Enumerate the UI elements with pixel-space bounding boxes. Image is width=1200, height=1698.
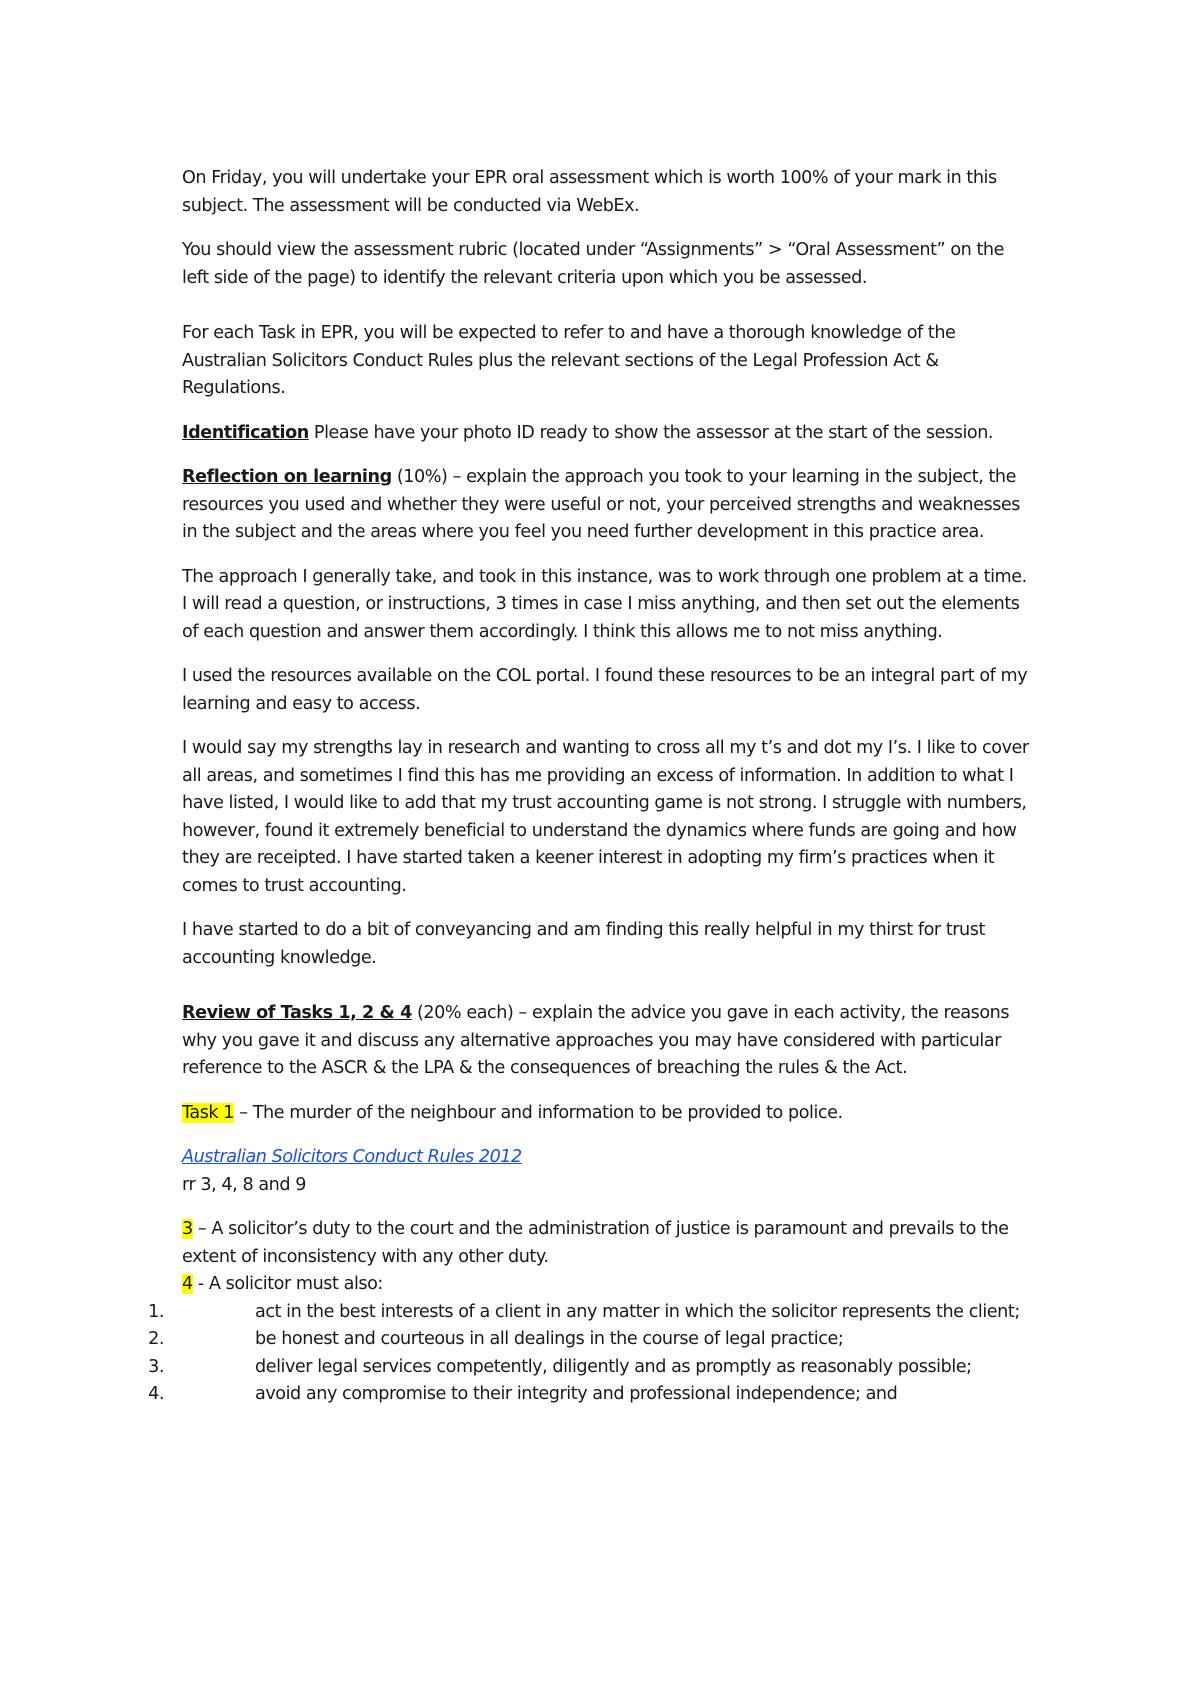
- rules-link[interactable]: Australian Solicitors Conduct Rules 2012: [182, 1147, 522, 1167]
- rule4-number: 4: [182, 1274, 193, 1294]
- list-item-number: 2.: [148, 1329, 164, 1349]
- task1-label: Task 1: [182, 1102, 235, 1123]
- list-item-text: be honest and courteous in all dealings in the course of legal practice;: [255, 1329, 844, 1349]
- list-item: [148, 1354, 1032, 1382]
- task1-text: – The murder of the neighbour and information to be provided to police.: [234, 1102, 843, 1123]
- review-text: (20% each) – explain the advice you gave in each activity, the reasons why you gave it and discuss any alternative approaches you may have considered with particular reference to the ASCR & the LPA & the consequences of breaching the rules & the Act.: [182, 1003, 1010, 1078]
- identification-heading: Identification: [182, 422, 309, 443]
- rule4-paragraph: [182, 1271, 1032, 1299]
- reflection-heading: Reflection on learning: [182, 467, 392, 487]
- list-item: [148, 1381, 1032, 1409]
- task1-paragraph: [182, 1100, 1032, 1128]
- list-item-number: 3.: [148, 1356, 164, 1377]
- rule4-list: [148, 1299, 1032, 1409]
- list-item-number: 1.: [148, 1301, 164, 1322]
- rules-link-paragraph: [182, 1144, 1032, 1172]
- list-item: [148, 1299, 1032, 1327]
- list-item-text: act in the best interests of a client in any matter in which the solicitor represents the client;: [255, 1301, 1020, 1322]
- identification-text: Please have your photo ID ready to show the assessor at the start of the session.: [308, 422, 994, 443]
- rule3-paragraph: [182, 1216, 1032, 1271]
- reflection-answer-2: I used the resources available on the COL portal. I found these resources to be an integral part of my learning and easy to access.: [182, 666, 1028, 714]
- rule3-number: 3: [182, 1219, 193, 1239]
- rule4-text: - A solicitor must also:: [192, 1274, 383, 1294]
- reflection-answer-3: I would say my strengths lay in research and wanting to cross all my t’s and dot my I’s. I like to cover all areas, and sometimes I find this has me providing an excess of information. In addition to what I have listed, I would like to add that my trust accounting game is not strong. I struggle with numbers, however, found it extremely beneficial to understand the dynamics where funds are going and how they are receipted. I have started taken a keener interest in adopting my firm’s practices when it comes to trust accounting.: [182, 738, 1029, 896]
- reflection-text: (10%) – explain the approach you took to your learning in the subject, the resources you used and whether they were useful or not, your perceived strengths and weaknesses in the subject and the areas where you feel you need further development in this practice area.: [182, 467, 1021, 542]
- intro-paragraph-2: You should view the assessment rubric (located under “Assignments” > “Oral Assessment” on the left side of the page) to identify the relevant criteria upon which you be assessed.: [182, 240, 1005, 288]
- list-item-text: deliver legal services competently, diligently and as promptly as reasonably possible;: [255, 1356, 972, 1377]
- list-item: [148, 1326, 1032, 1354]
- intro-paragraph-1: On Friday, you will undertake your EPR oral assessment which is worth 100% of your mark in this subject. The assessment will be conducted via WebEx.: [182, 168, 997, 216]
- rule3-text: – A solicitor’s duty to the court and the administration of justice is paramount and prevails to the extent of inconsistency with any other duty.: [182, 1219, 1009, 1267]
- list-item-text: avoid any compromise to their integrity and professional independence; and: [255, 1384, 898, 1404]
- reflection-answer-1: The approach I generally take, and took in this instance, was to work through one problem at a time. I will read a question, or instructions, 3 times in case I miss anything, and then set out the elements of each question and answer them accordingly. I think this allows me to not miss anything.: [182, 566, 1027, 642]
- review-heading: Review of Tasks 1, 2 & 4: [182, 1003, 412, 1023]
- reflection-paragraph: [182, 464, 1032, 547]
- list-item-number: 4.: [148, 1384, 164, 1404]
- rules-refs: rr 3, 4, 8 and 9: [182, 1174, 306, 1195]
- identification-paragraph: [182, 420, 1032, 448]
- intro-paragraph-3: For each Task in EPR, you will be expected to refer to and have a thorough knowledge of the Australian Solicitors Conduct Rules plus the relevant sections of the Legal Profession Act & Regulations.: [182, 323, 956, 398]
- document-page: [148, 165, 1032, 1409]
- reflection-answer-4: I have started to do a bit of conveyancing and am finding this really helpful in my thirst for trust accounting knowledge.: [182, 920, 985, 968]
- review-paragraph: [182, 1000, 1032, 1083]
